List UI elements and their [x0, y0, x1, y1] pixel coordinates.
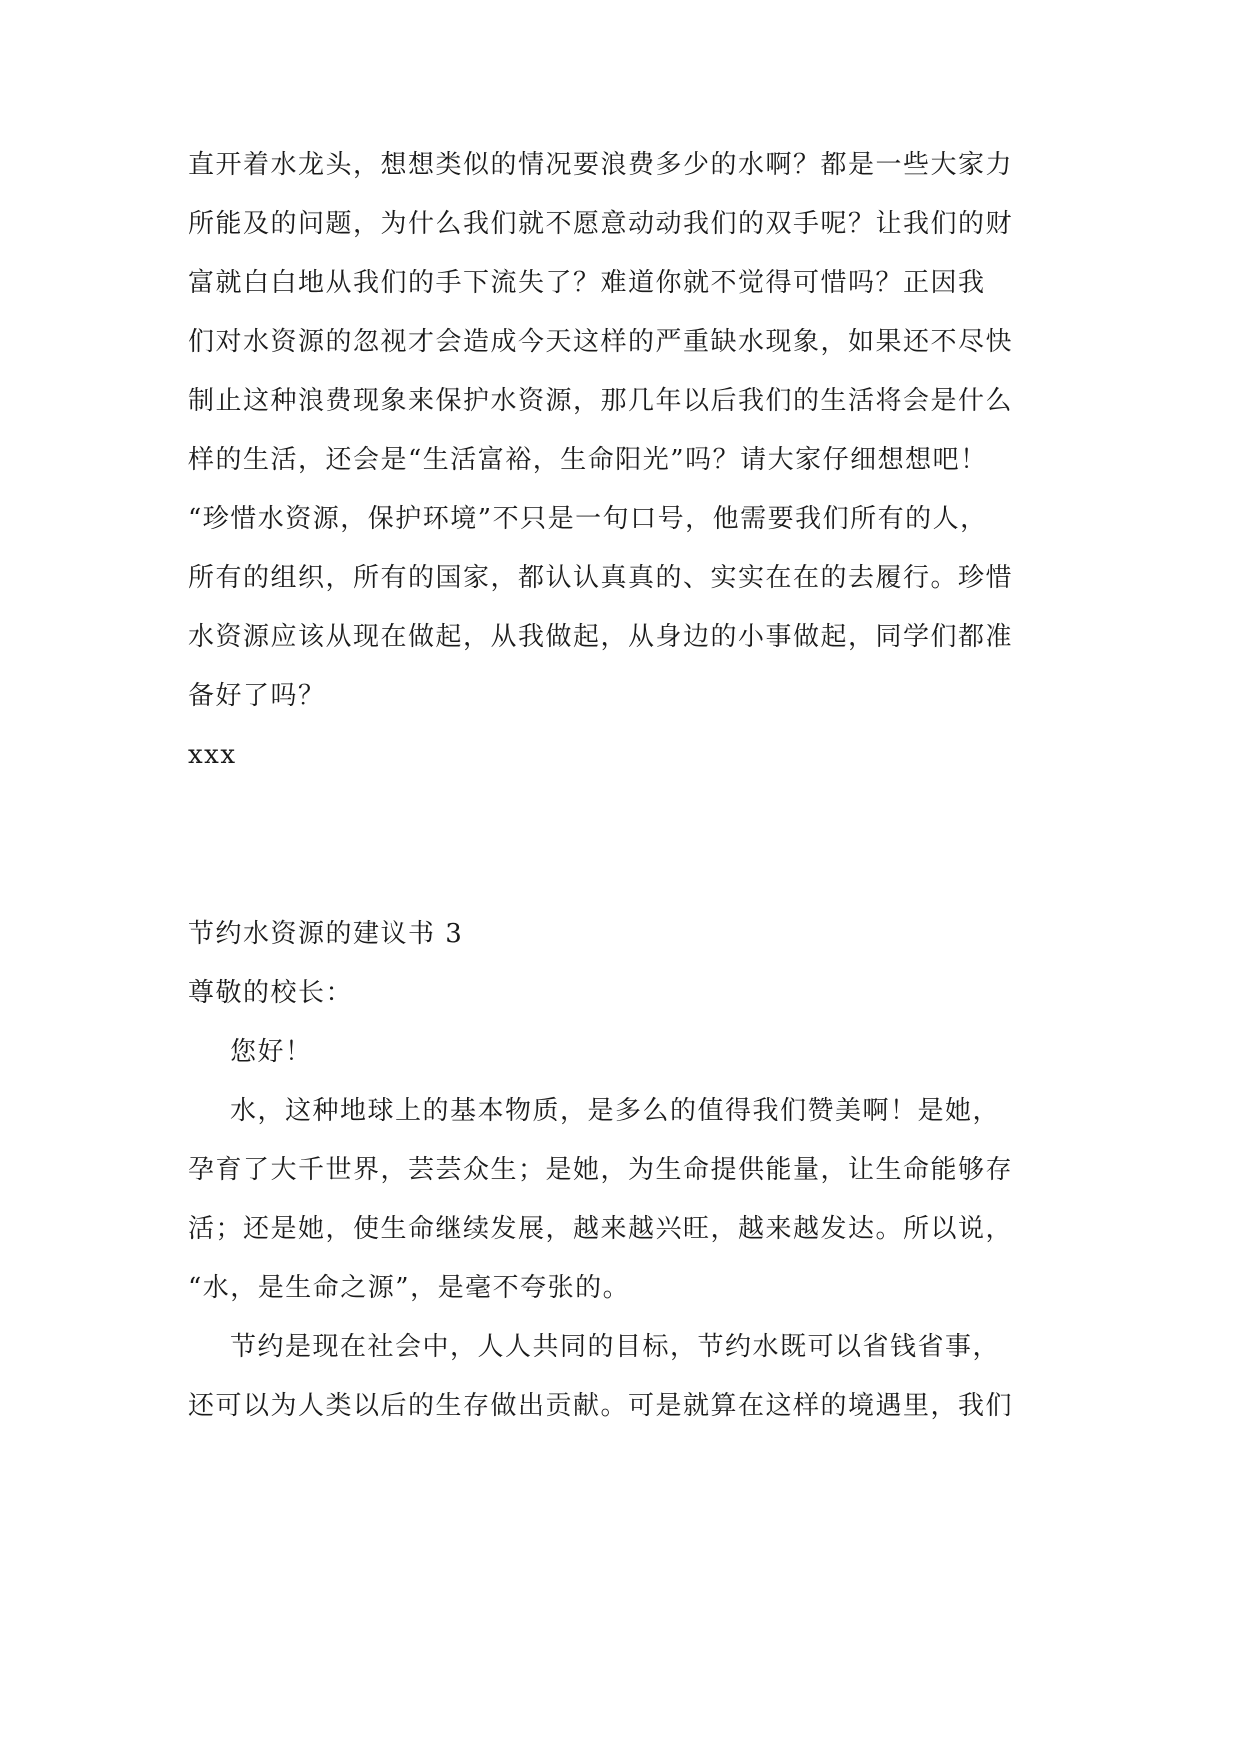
- body-text-line: 水，这种地球上的基本物质，是多么的值得我们赞美啊！是她，: [230, 1096, 1001, 1126]
- body-text-line: 所能及的问题，为什么我们就不愿意动动我们的双手呢？让我们的财: [188, 209, 1014, 239]
- section-title: 节约水资源的建议书 3: [188, 919, 464, 949]
- body-text-line: 制止这种浪费现象来保护水资源，那几年以后我们的生活将会是什么: [188, 386, 1014, 416]
- body-text-line: 活；还是她，使生命继续发展，越来越兴旺，越来越发达。所以说，: [188, 1214, 1014, 1244]
- body-text-line: “水，是生命之源”，是毫不夸张的。: [188, 1273, 631, 1303]
- body-text-line: 所有的组织，所有的国家，都认认真真的、实实在在的去履行。珍惜: [188, 563, 1014, 593]
- body-text-line: 还可以为人类以后的生存做出贡献。可是就算在这样的境遇里，我们: [188, 1391, 1014, 1421]
- body-text-line: “珍惜水资源，保护环境”不只是一句口号，他需要我们所有的人，: [188, 504, 988, 534]
- body-text-line: 们对水资源的忽视才会造成今天这样的严重缺水现象，如果还不尽快: [188, 327, 1014, 357]
- body-text-line: 水资源应该从现在做起，从我做起，从身边的小事做起，同学们都准: [188, 622, 1014, 652]
- body-text-line: 孕育了大千世界，芸芸众生；是她，为生命提供能量，让生命能够存: [188, 1155, 1014, 1185]
- body-text-line: 备好了吗？: [188, 681, 326, 711]
- signature: xxx: [188, 740, 237, 770]
- body-text-line: 节约是现在社会中，人人共同的目标，节约水既可以省钱省事，: [230, 1332, 1001, 1362]
- salutation: 尊敬的校长：: [188, 978, 354, 1008]
- body-text-line: 直开着水龙头，想想类似的情况要浪费多少的水啊？都是一些大家力: [188, 150, 1014, 180]
- greeting: 您好！: [230, 1037, 313, 1067]
- body-text-line: 样的生活，还会是“生活富裕，生命阳光”吗？请大家仔细想想吧！: [188, 445, 988, 475]
- body-text-line: 富就白白地从我们的手下流失了？难道你就不觉得可惜吗？正因我: [188, 268, 986, 298]
